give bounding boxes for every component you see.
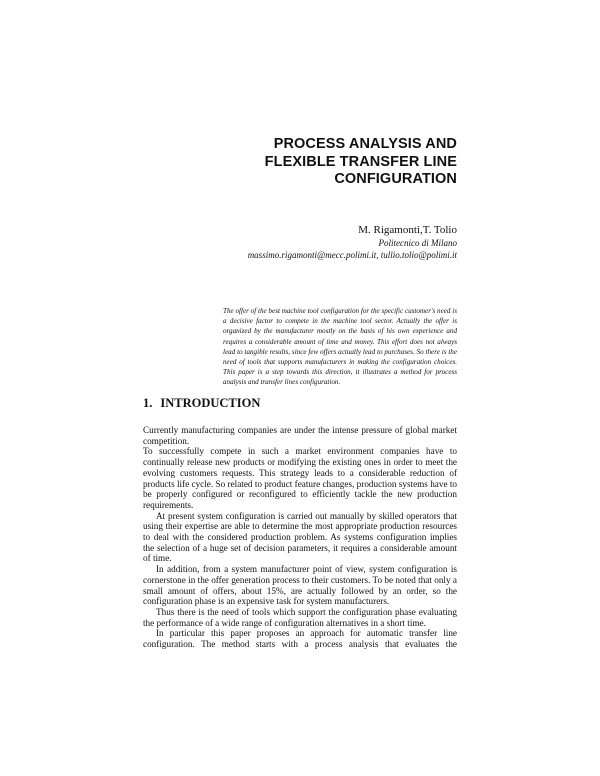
author-block [248, 224, 457, 261]
section-heading [143, 396, 260, 410]
author-emails: massimo.rigamonti@mecc.polimi.it, tullio.tolio@polimi.it [247, 250, 457, 260]
paragraph: In particular this paper proposes an approach for automatic transfer line configuration. The method starts with a process analysis that evaluates the [143, 628, 457, 650]
body-text [143, 425, 457, 650]
author-affiliation: Politecnico di Milano [378, 238, 457, 248]
title-line: FLEXIBLE TRANSFER LINE [264, 153, 457, 170]
author-names: M. Rigamonti,T. Tolio [358, 224, 457, 236]
paragraph: Currently manufacturing companies are under the intense pressure of global market competition. [143, 425, 457, 446]
title-line: CONFIGURATION [334, 171, 457, 187]
paragraph: In addition, from a system manufacturer point of view, system configuration is cornerstone in the offer generation process to their customers. To be noted that only a small amount of offers, about 15%, are actually followed by an order, so the configuration phase is an expensive task for system manufacturers. [143, 564, 457, 607]
abstract: The offer of the best machine tool configuration for the specific customer's need is a decisive factor to compete in the machine tool sector. Actually the offer is organized by the manufacturer mostly on the basis of his own experience and requires a considerable amount of time and money. This effort does not always lead to tangible results, since few offers actually lead to purchases. So there is the need of tools that supports manufacturers in making the configuration choices. This paper is a step towards this direction, it illustrates a method for process analysis and transfer lines configuration. [223, 307, 457, 387]
paragraph: Thus there is the need of tools which support the configuration phase evaluating the performance of a wide range of configuration alternatives in a short time. [143, 606, 457, 628]
paragraph: At present system configuration is carried out manually by skilled operators that using their expertise are able to determine the most appropriate production resources to deal with the considered production problem. As systems configuration implies the selection of a huge set of decision parameters, it requires a considerable amount of time. [143, 510, 457, 564]
section-title: INTRODUCTION [160, 396, 261, 410]
title-line: PROCESS ANALYSIS AND [273, 136, 457, 152]
paper-title [265, 136, 457, 189]
section-number: 1. [143, 396, 153, 410]
paragraph: To successfully compete in such a market environment companies have to continually release new products or modifying the existing ones in order to meet the evolving customers requests. This strategy leads to a considerable reduction of products life cycle. So related to product feature changes, production systems have to be properly configured or reconfigured to efficiently tackle the new production requirements. [143, 446, 457, 510]
